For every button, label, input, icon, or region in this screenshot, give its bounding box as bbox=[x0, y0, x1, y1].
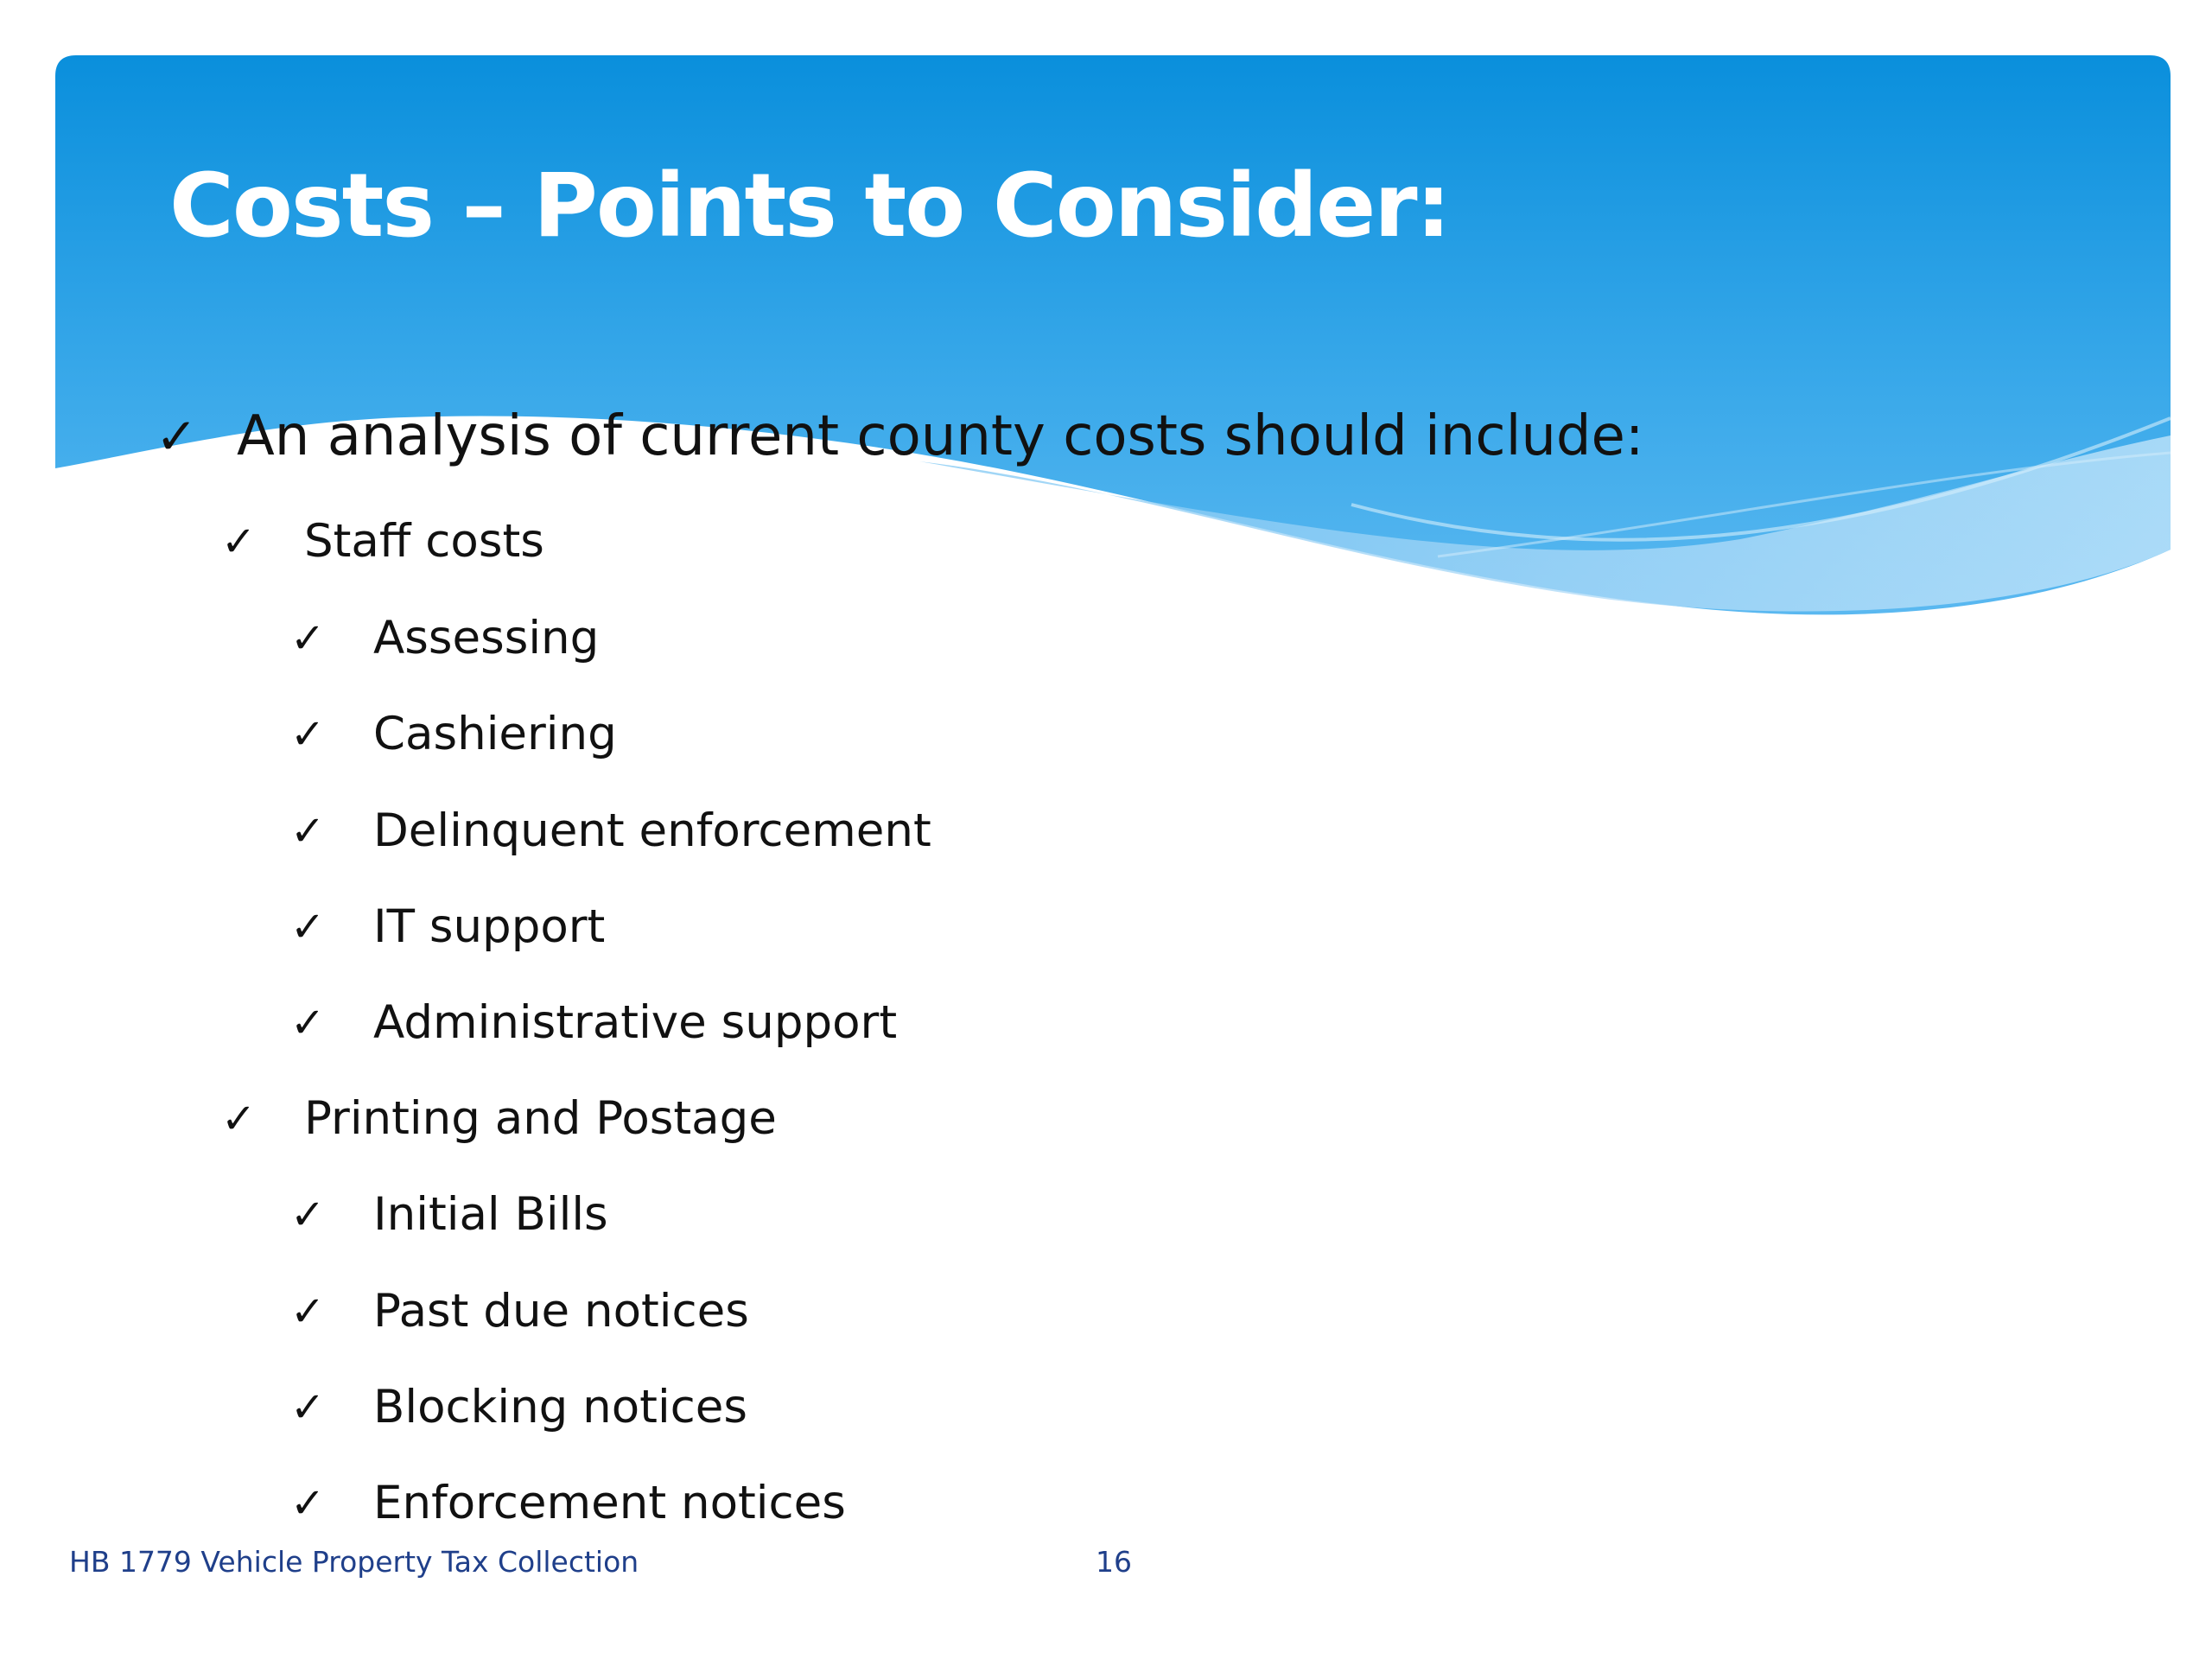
page-number: 16 bbox=[1096, 1545, 1132, 1579]
checkmark-icon: ✓ bbox=[290, 1479, 326, 1528]
bullet-text: Blocking notices bbox=[373, 1381, 748, 1433]
checkmark-icon: ✓ bbox=[290, 999, 326, 1047]
bullet-text: Cashiering bbox=[373, 708, 617, 760]
footer-title: HB 1779 Vehicle Property Tax Collection bbox=[69, 1545, 639, 1579]
checkmark-icon: ✓ bbox=[156, 407, 198, 466]
checkmark-icon: ✓ bbox=[290, 1383, 326, 1432]
bullet-text: Staff costs bbox=[304, 515, 544, 568]
bullet-text: Enforcement notices bbox=[373, 1477, 846, 1529]
checkmark-icon: ✓ bbox=[290, 1287, 326, 1336]
checkmark-icon: ✓ bbox=[290, 903, 326, 951]
bullet-text: Printing and Postage bbox=[304, 1092, 777, 1145]
bullet-text: IT support bbox=[373, 900, 606, 953]
checkmark-icon: ✓ bbox=[290, 807, 326, 855]
bullet-text: Past due notices bbox=[373, 1285, 749, 1338]
bullet-text: Delinquent enforcement bbox=[373, 804, 931, 857]
checkmark-icon: ✓ bbox=[221, 1095, 257, 1143]
bullet-text: An analysis of current county costs should include: bbox=[237, 404, 1644, 468]
slide-title: Costs – Points to Consider: bbox=[169, 155, 1450, 257]
bullet-text: Administrative support bbox=[373, 996, 898, 1049]
checkmark-icon: ✓ bbox=[290, 710, 326, 759]
checkmark-icon: ✓ bbox=[290, 1191, 326, 1239]
checkmark-icon: ✓ bbox=[221, 518, 257, 566]
bullet-text: Assessing bbox=[373, 612, 600, 664]
checkmark-icon: ✓ bbox=[290, 614, 326, 663]
bullet-text: Initial Bills bbox=[373, 1188, 608, 1241]
